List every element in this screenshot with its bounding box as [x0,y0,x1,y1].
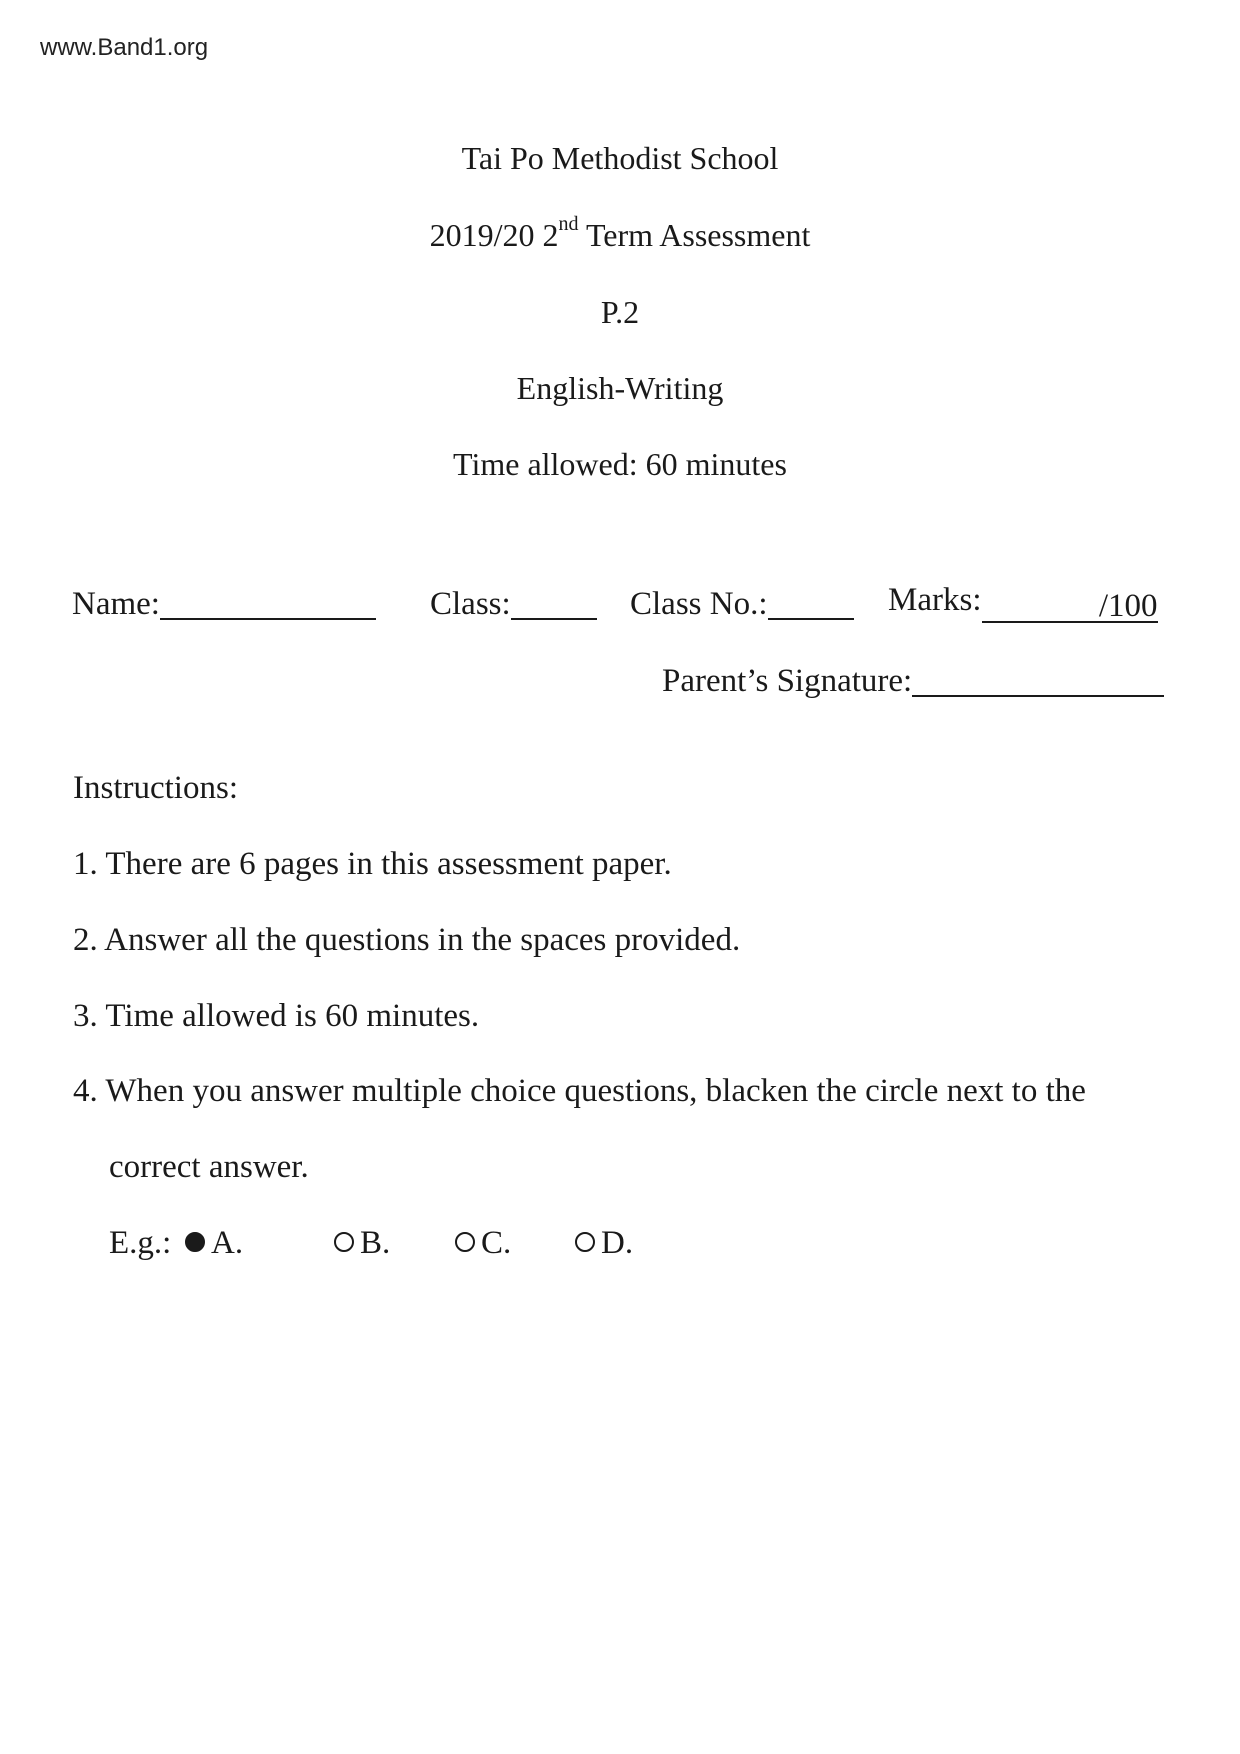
option-label: B. [360,1225,391,1261]
example-label: E.g.: [109,1225,172,1261]
grade-level: P.2 [600,294,640,330]
instruction-item: 1. There are 6 pages in this assessment paper. [73,846,672,882]
name-label: Name: [72,586,160,622]
instruction-item: 4. When you answer multiple choice questions, blacken the circle next to the [73,1073,1086,1109]
class-blank[interactable] [511,588,597,620]
term-title [0,213,1240,254]
class-number-field[interactable] [630,582,854,623]
example-option-b [334,1225,390,1262]
option-label: C. [481,1225,512,1261]
instructions-title: Instructions: [73,770,238,806]
watermark: www.Band1.org [40,34,209,61]
empty-circle-icon [334,1232,354,1252]
parent-signature-field[interactable] [662,659,1164,700]
subject-title: English-Writing [516,370,724,406]
example-option-a [185,1225,243,1262]
class-label: Class: [430,586,511,622]
option-label: D. [601,1225,634,1261]
name-blank[interactable] [160,588,376,620]
instruction-item: 2. Answer all the questions in the spaces provided. [73,922,741,958]
instruction-item: 3. Time allowed is 60 minutes. [73,998,480,1034]
class-number-blank[interactable] [768,588,854,620]
name-field[interactable] [72,582,376,623]
marks-total: /100 [1098,588,1158,624]
class-number-label: Class No.: [630,586,768,622]
example-option-c [455,1225,511,1262]
marks-blank[interactable] [982,588,1158,624]
marks-field[interactable] [888,582,1158,624]
term-prefix: 2019/20 2 [429,217,559,253]
term-superscript: nd [558,213,579,235]
empty-circle-icon [575,1232,595,1252]
time-allowed: Time allowed: 60 minutes [453,446,787,482]
parent-signature-label: Parent’s Signature: [662,663,913,699]
instruction-item-continued: correct answer. [109,1149,309,1185]
example-option-d [575,1225,633,1262]
parent-signature-blank[interactable] [912,665,1164,697]
empty-circle-icon [455,1232,475,1252]
option-label: A. [211,1225,244,1261]
class-field[interactable] [430,582,597,623]
filled-circle-icon [185,1232,205,1252]
term-suffix: Term Assessment [578,217,811,253]
marks-label: Marks: [888,582,982,618]
school-name: Tai Po Methodist School [461,140,779,176]
